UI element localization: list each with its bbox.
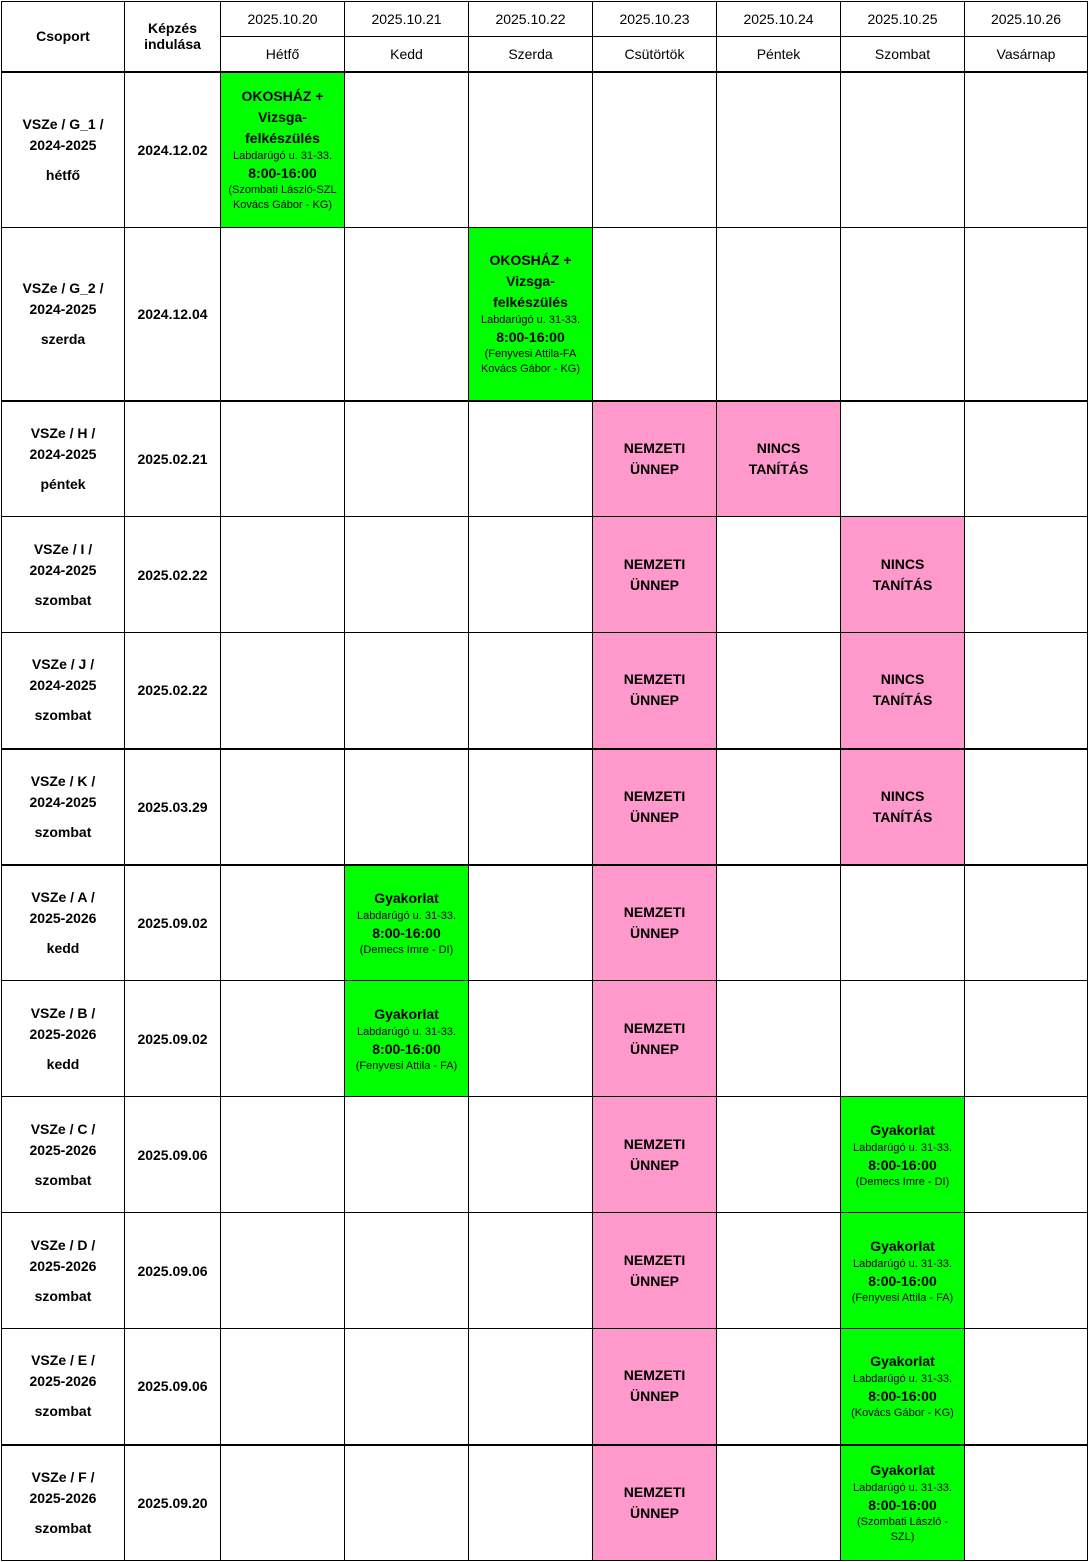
lesson-location: Labdarúgó u. 31-33. — [852, 1482, 953, 1495]
table-row — [2, 633, 1088, 749]
holiday-cell — [593, 1445, 717, 1561]
lesson-location: Labdarúgó u. 31-33. — [356, 909, 457, 922]
start-date-cell: 2025.03.29 — [125, 749, 221, 865]
day-name: Vasárnap — [965, 37, 1088, 72]
empty-day-cell — [469, 72, 593, 228]
holiday-cell — [593, 1097, 717, 1213]
empty-day-cell — [221, 1097, 345, 1213]
status-text: NINCS TANÍTÁS — [748, 439, 809, 477]
group-cell — [2, 633, 125, 749]
lesson-title: OKOSHÁZ + Vizsga-felkészülés — [241, 88, 324, 147]
empty-day-cell — [841, 401, 965, 517]
empty-day-cell — [965, 1097, 1088, 1213]
lesson-location: Labdarúgó u. 31-33. — [852, 1373, 953, 1386]
table-row — [2, 401, 1088, 517]
empty-day-cell — [469, 865, 593, 981]
empty-day-cell — [345, 228, 469, 401]
empty-day-cell — [345, 1329, 469, 1445]
no-class-cell — [841, 633, 965, 749]
empty-day-cell — [345, 1097, 469, 1213]
empty-day-cell — [221, 981, 345, 1097]
empty-day-cell — [717, 228, 841, 401]
day-name: Szerda — [469, 37, 593, 72]
empty-day-cell — [469, 981, 593, 1097]
day-date: 2025.10.22 — [469, 2, 593, 37]
lesson-teacher: (Szombati László-SZL Kovács Gábor - KG) — [228, 184, 337, 212]
empty-day-cell — [221, 1213, 345, 1329]
empty-day-cell — [221, 865, 345, 981]
group-name: VSZe / D / 2025-2026 — [29, 1236, 97, 1274]
empty-day-cell — [841, 981, 965, 1097]
table-row — [2, 1329, 1088, 1445]
empty-day-cell — [965, 517, 1088, 633]
group-name: VSZe / K / 2024-2025 — [29, 772, 97, 810]
start-date-cell: 2025.09.02 — [125, 981, 221, 1097]
holiday-cell — [593, 749, 717, 865]
empty-day-cell — [841, 865, 965, 981]
lesson-title: Gyakorlat — [870, 1237, 935, 1254]
group-name: VSZe / C / 2025-2026 — [29, 1120, 97, 1158]
empty-day-cell — [469, 1329, 593, 1445]
day-date: 2025.10.25 — [841, 2, 965, 37]
status-text: NEMZETI ÜNNEP — [623, 1367, 686, 1405]
lesson-teacher: (Fenyvesi Attila - FA) — [851, 1291, 954, 1304]
group-weekday: kedd — [46, 1055, 80, 1072]
holiday-cell — [593, 1213, 717, 1329]
group-name: VSZe / B / 2025-2026 — [29, 1004, 97, 1042]
no-class-cell — [717, 401, 841, 517]
lesson-title: Gyakorlat — [374, 1005, 439, 1022]
empty-day-cell — [469, 1097, 593, 1213]
empty-day-cell — [221, 1329, 345, 1445]
group-weekday: szombat — [34, 707, 92, 724]
lesson-location: Labdarúgó u. 31-33. — [480, 314, 581, 327]
empty-day-cell — [221, 228, 345, 401]
table-row — [2, 865, 1088, 981]
lesson-title: OKOSHÁZ + Vizsga-felkészülés — [489, 252, 572, 311]
status-text: NEMZETI ÜNNEP — [623, 1019, 686, 1057]
group-name: VSZe / H / 2024-2025 — [29, 424, 97, 462]
group-cell — [2, 749, 125, 865]
empty-day-cell — [469, 1445, 593, 1561]
group-weekday: szombat — [34, 1171, 92, 1188]
group-name: VSZe / I / 2024-2025 — [29, 540, 97, 578]
group-weekday: szombat — [34, 1287, 92, 1304]
empty-day-cell — [469, 749, 593, 865]
lesson-teacher: (Fenyvesi Attila-FA Kovács Gábor - KG) — [480, 348, 581, 376]
empty-day-cell — [965, 865, 1088, 981]
empty-day-cell — [345, 1445, 469, 1561]
table-row — [2, 1445, 1088, 1561]
group-cell — [2, 1329, 125, 1445]
holiday-cell — [593, 865, 717, 981]
start-date-cell: 2025.02.22 — [125, 517, 221, 633]
lesson-cell — [345, 865, 469, 981]
schedule-body — [2, 2, 1088, 1561]
table-row — [2, 517, 1088, 633]
group-weekday: hétfő — [45, 166, 81, 183]
table-row — [2, 1097, 1088, 1213]
start-date-cell: 2024.12.02 — [125, 72, 221, 228]
lesson-time: 8:00-16:00 — [868, 1497, 937, 1514]
empty-day-cell — [593, 72, 717, 228]
group-name: VSZe / A / 2025-2026 — [29, 888, 97, 926]
group-name: VSZe / E / 2025-2026 — [29, 1352, 97, 1390]
day-name: Hétfő — [221, 37, 345, 72]
empty-day-cell — [345, 401, 469, 517]
day-name: Kedd — [345, 37, 469, 72]
day-date: 2025.10.20 — [221, 2, 345, 37]
empty-day-cell — [717, 1329, 841, 1445]
start-date-cell: 2025.02.22 — [125, 633, 221, 749]
empty-day-cell — [965, 72, 1088, 228]
empty-day-cell — [965, 1445, 1088, 1561]
day-name: Péntek — [717, 37, 841, 72]
group-name: VSZe / J / 2024-2025 — [29, 656, 97, 694]
lesson-location: Labdarúgó u. 31-33. — [356, 1025, 457, 1038]
group-weekday: szerda — [40, 330, 86, 347]
status-text: NINCS TANÍTÁS — [872, 671, 933, 709]
empty-day-cell — [717, 1445, 841, 1561]
lesson-cell — [345, 981, 469, 1097]
table-row — [2, 72, 1088, 228]
empty-day-cell — [221, 633, 345, 749]
no-class-cell — [841, 517, 965, 633]
status-text: NINCS TANÍTÁS — [872, 555, 933, 593]
day-date: 2025.10.24 — [717, 2, 841, 37]
status-text: NEMZETI ÜNNEP — [623, 1135, 686, 1173]
empty-day-cell — [717, 517, 841, 633]
group-cell — [2, 517, 125, 633]
day-date: 2025.10.23 — [593, 2, 717, 37]
empty-day-cell — [469, 401, 593, 517]
empty-day-cell — [965, 1329, 1088, 1445]
lesson-teacher: (Kovács Gábor - KG) — [851, 1407, 954, 1420]
lesson-teacher: (Demecs Imre - DI) — [855, 1175, 950, 1188]
start-date-cell: 2025.09.06 — [125, 1329, 221, 1445]
empty-day-cell — [717, 981, 841, 1097]
lesson-time: 8:00-16:00 — [868, 1388, 937, 1405]
group-weekday: szombat — [34, 591, 92, 608]
lesson-title: Gyakorlat — [870, 1353, 935, 1370]
no-class-cell — [841, 749, 965, 865]
empty-day-cell — [221, 1445, 345, 1561]
group-weekday: péntek — [40, 475, 86, 492]
group-name: VSZe / G_1 / 2024-2025 — [22, 115, 104, 153]
lesson-cell — [841, 1329, 965, 1445]
start-date-cell: 2025.02.21 — [125, 401, 221, 517]
empty-day-cell — [841, 72, 965, 228]
start-header: Képzés indulása — [125, 2, 221, 72]
empty-day-cell — [221, 517, 345, 633]
empty-day-cell — [469, 517, 593, 633]
start-date-cell: 2025.09.02 — [125, 865, 221, 981]
group-cell — [2, 1097, 125, 1213]
empty-day-cell — [965, 749, 1088, 865]
lesson-time: 8:00-16:00 — [496, 329, 565, 346]
holiday-cell — [593, 633, 717, 749]
day-date: 2025.10.21 — [345, 2, 469, 37]
lesson-teacher: (Demecs Imre - DI) — [359, 943, 454, 956]
status-text: NEMZETI ÜNNEP — [623, 439, 686, 477]
table-row — [2, 981, 1088, 1097]
group-cell — [2, 865, 125, 981]
lesson-title: Gyakorlat — [374, 889, 439, 906]
day-name: Szombat — [841, 37, 965, 72]
empty-day-cell — [593, 228, 717, 401]
lesson-cell — [841, 1213, 965, 1329]
table-row — [2, 749, 1088, 865]
empty-day-cell — [717, 1097, 841, 1213]
group-cell — [2, 981, 125, 1097]
empty-day-cell — [469, 1213, 593, 1329]
group-weekday: kedd — [46, 939, 80, 956]
start-date-cell: 2025.09.06 — [125, 1097, 221, 1213]
schedule-table — [1, 1, 1088, 1561]
empty-day-cell — [717, 1213, 841, 1329]
lesson-cell — [469, 228, 593, 401]
lesson-title: Gyakorlat — [870, 1462, 935, 1479]
table-row — [2, 1213, 1088, 1329]
start-date-cell: 2025.09.20 — [125, 1445, 221, 1561]
group-weekday: szombat — [34, 1519, 92, 1536]
holiday-cell — [593, 401, 717, 517]
group-cell — [2, 401, 125, 517]
start-date-cell: 2024.12.04 — [125, 228, 221, 401]
empty-day-cell — [345, 517, 469, 633]
group-cell — [2, 228, 125, 401]
lesson-cell — [221, 72, 345, 228]
lesson-time: 8:00-16:00 — [372, 924, 441, 941]
empty-day-cell — [965, 633, 1088, 749]
lesson-location: Labdarúgó u. 31-33. — [852, 1257, 953, 1270]
empty-day-cell — [345, 633, 469, 749]
day-name: Csütörtök — [593, 37, 717, 72]
lesson-teacher: (Fenyvesi Attila - FA) — [355, 1059, 458, 1072]
start-date-cell: 2025.09.06 — [125, 1213, 221, 1329]
lesson-location: Labdarúgó u. 31-33. — [852, 1141, 953, 1154]
group-cell — [2, 72, 125, 228]
empty-day-cell — [965, 228, 1088, 401]
lesson-time: 8:00-16:00 — [372, 1040, 441, 1057]
lesson-cell — [841, 1445, 965, 1561]
status-text: NEMZETI ÜNNEP — [623, 1251, 686, 1289]
status-text: NEMZETI ÜNNEP — [623, 671, 686, 709]
header-date-row — [2, 2, 1088, 37]
group-header: Csoport — [2, 2, 125, 72]
status-text: NEMZETI ÜNNEP — [623, 1483, 686, 1521]
status-text: NINCS TANÍTÁS — [872, 787, 933, 825]
group-weekday: szombat — [34, 823, 92, 840]
empty-day-cell — [469, 633, 593, 749]
empty-day-cell — [965, 1213, 1088, 1329]
empty-day-cell — [717, 749, 841, 865]
group-cell — [2, 1445, 125, 1561]
empty-day-cell — [221, 401, 345, 517]
lesson-time: 8:00-16:00 — [868, 1156, 937, 1173]
table-row — [2, 228, 1088, 401]
empty-day-cell — [841, 228, 965, 401]
empty-day-cell — [717, 72, 841, 228]
group-name: VSZe / G_2 / 2024-2025 — [22, 279, 104, 317]
day-date: 2025.10.26 — [965, 2, 1088, 37]
empty-day-cell — [717, 865, 841, 981]
holiday-cell — [593, 517, 717, 633]
empty-day-cell — [345, 749, 469, 865]
lesson-title: Gyakorlat — [870, 1121, 935, 1138]
empty-day-cell — [221, 749, 345, 865]
status-text: NEMZETI ÜNNEP — [623, 787, 686, 825]
lesson-cell — [841, 1097, 965, 1213]
status-text: NEMZETI ÜNNEP — [623, 903, 686, 941]
group-cell — [2, 1213, 125, 1329]
group-weekday: szombat — [34, 1403, 92, 1420]
holiday-cell — [593, 981, 717, 1097]
empty-day-cell — [345, 1213, 469, 1329]
empty-day-cell — [345, 72, 469, 228]
lesson-time: 8:00-16:00 — [248, 165, 317, 182]
group-name: VSZe / F / 2025-2026 — [29, 1468, 97, 1506]
lesson-location: Labdarúgó u. 31-33. — [232, 150, 333, 163]
empty-day-cell — [965, 401, 1088, 517]
empty-day-cell — [717, 633, 841, 749]
holiday-cell — [593, 1329, 717, 1445]
empty-day-cell — [965, 981, 1088, 1097]
lesson-time: 8:00-16:00 — [868, 1272, 937, 1289]
status-text: NEMZETI ÜNNEP — [623, 555, 686, 593]
lesson-teacher: (Szombati László - SZL) — [856, 1516, 949, 1544]
